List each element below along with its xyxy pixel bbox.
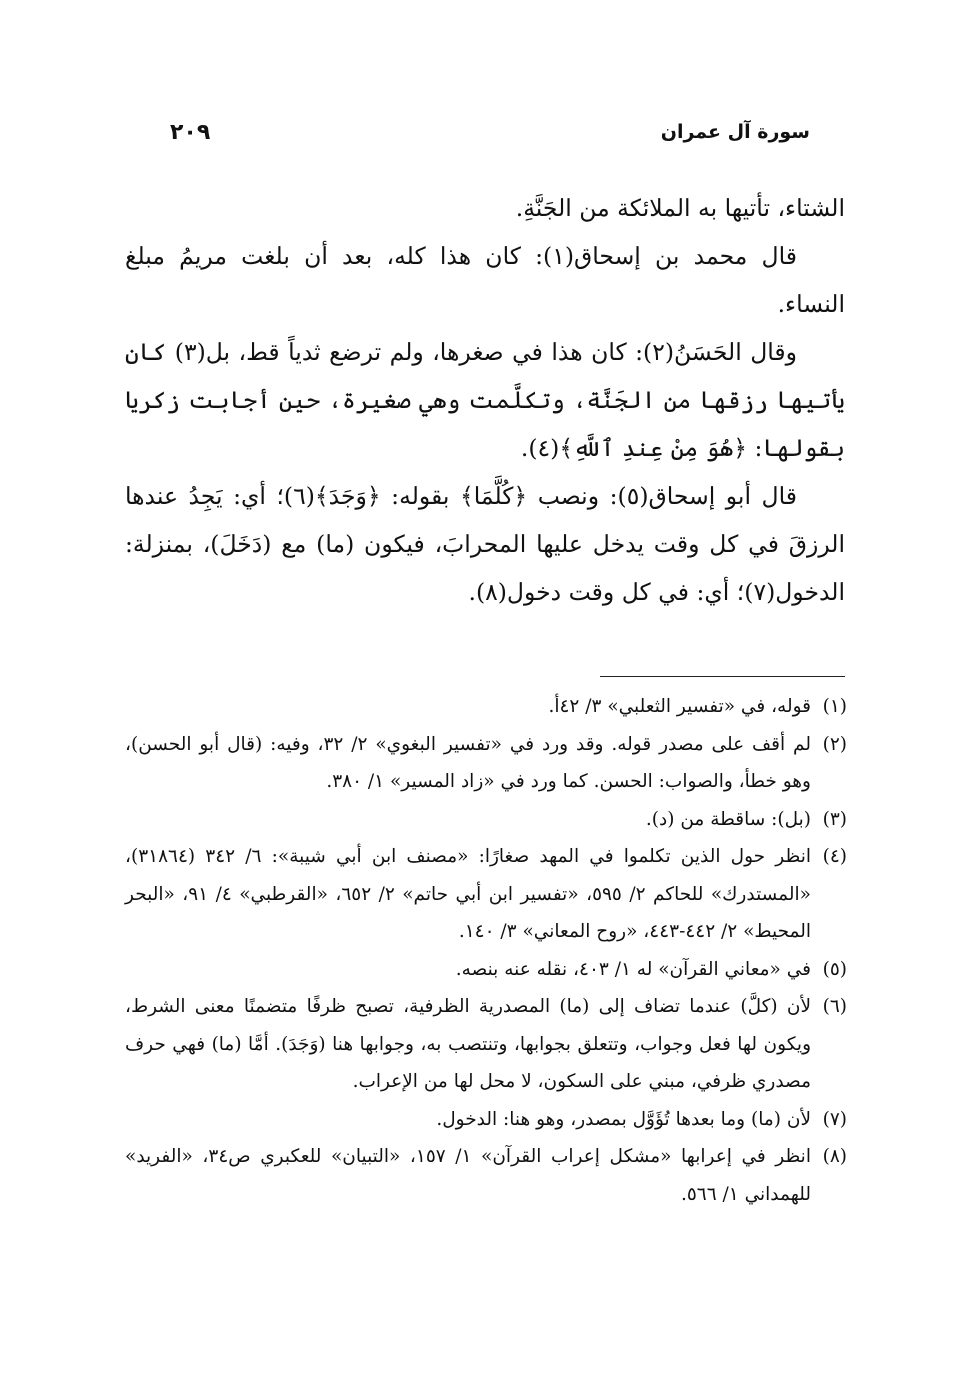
footnote bbox=[125, 801, 847, 839]
footnote-number: (٨) bbox=[822, 1146, 847, 1167]
footnote-number: (٢) bbox=[822, 733, 847, 755]
footnote-text: انظر في إعرابها «مشكل إعراب القرآن» ١/ ١٥٧، «التبيان» للعكبري ص٣٤، «الفريد» للهمداني ١/ ٥٦٦. bbox=[125, 1146, 811, 1205]
running-title: سورة آل عمران bbox=[660, 121, 810, 143]
footnote bbox=[125, 688, 847, 726]
footnote-text: لم أقف على مصدر قوله. وقد ورد في «تفسير البغوي» ٢/ ٣٢، وفيه: (قال أبو الحسن)، وهو خطأ، والصواب: الحسن. كما ورد في «زاد المسير» ١/ ٣٨٠. bbox=[125, 733, 811, 792]
page-number: ٢٠٩ bbox=[170, 119, 211, 145]
footnote bbox=[125, 1138, 847, 1213]
footnote bbox=[125, 951, 847, 989]
footnote bbox=[125, 838, 847, 951]
footnote-text: في «معاني القرآن» له ١/ ٤٠٣، نقله عنه بنصه. bbox=[455, 958, 811, 980]
main-text bbox=[125, 184, 845, 616]
footnote-number: (٦) bbox=[822, 996, 847, 1017]
footnote-text: انظر حول الذين تكلموا في المهد صغارًا: «مصنف ابن أبي شيبة»: ٦/ ٣٤٢ (٣١٨٦٤)، «المستدرك» للحاكم ٢/ ٥٩٥، «تفسير ابن أبي حاتم» ٢/ ٦٥٢، «القرطبي» ٤/ ٩١، «البحر المحيط» ٢/ ٤٤٢-٤٤٣، «روح المعاني» ٣/ ١٤٠. bbox=[125, 846, 811, 942]
page-header bbox=[170, 112, 810, 152]
footnote-text: قوله، في «تفسير الثعلبي» ٣/ ٤٢أ. bbox=[548, 696, 811, 717]
footnote-text: (بل): ساقطة من (د). bbox=[645, 808, 811, 830]
footnote bbox=[125, 726, 847, 801]
footnote-number: (١) bbox=[822, 696, 847, 717]
footnotes bbox=[125, 688, 847, 1213]
footnote bbox=[125, 1101, 847, 1139]
footnote-number: (٣) bbox=[822, 808, 847, 830]
footnote-number: (٤) bbox=[822, 846, 847, 867]
paragraph: الشتاء، تأتيها به الملائكة من الجَنَّةِ. bbox=[515, 194, 845, 222]
footnote-text: لأن (ما) وما بعدها تُؤَوَّل بمصدر، وهو هنا: الدخول. bbox=[436, 1108, 811, 1130]
footnote-number: (٥) bbox=[822, 958, 847, 980]
paragraph: وقال الحَسَنُ(٢): كان هذا في صغرها، ولم ترضع ثدياً قط، بل(٣) كان يأتيها رزقها من الجَنَّة، وتكلَّمت وهي صغيرة، حين أجابت زكريا بقولها: ﴿هُوَ مِنْ عِندِ ٱللَّهِ﴾(٤). bbox=[125, 338, 845, 462]
paragraph: قال محمد بن إسحاق(١): كان هذا كله، بعد أن بلغت مريمُ مبلغ النساء. bbox=[125, 242, 845, 318]
paragraph: قال أبو إسحاق(٥): ونصب ﴿كُلَّمَا﴾ بقوله: ﴿وَجَدَ﴾(٦)؛ أي: يَجِدُ عندها الرزقَ في كل وقت يدخل عليها المحرابَ، فيكون (ما) مع (دَخَلَ)، بمنزلة: الدخول(٧)؛ أي: في كل وقت دخول(٨). bbox=[125, 482, 845, 606]
footnote bbox=[125, 988, 847, 1101]
footnote-text: لأن (كلَّ) عندما تضاف إلى (ما) المصدرية الظرفية، تصبح ظرفًا متضمنًا معنى الشرط، ويكون لها فعل وجواب، وتتعلق بجوابها، وتنتصب به، وجوابها هنا (وَجَدَ). أمَّا (ما) فهي حرف مصدري ظرفي، مبني على السكون، لا محل لها من الإعراب. bbox=[125, 996, 811, 1092]
footnote-separator bbox=[600, 676, 845, 677]
footnote-number: (٧) bbox=[822, 1108, 847, 1130]
